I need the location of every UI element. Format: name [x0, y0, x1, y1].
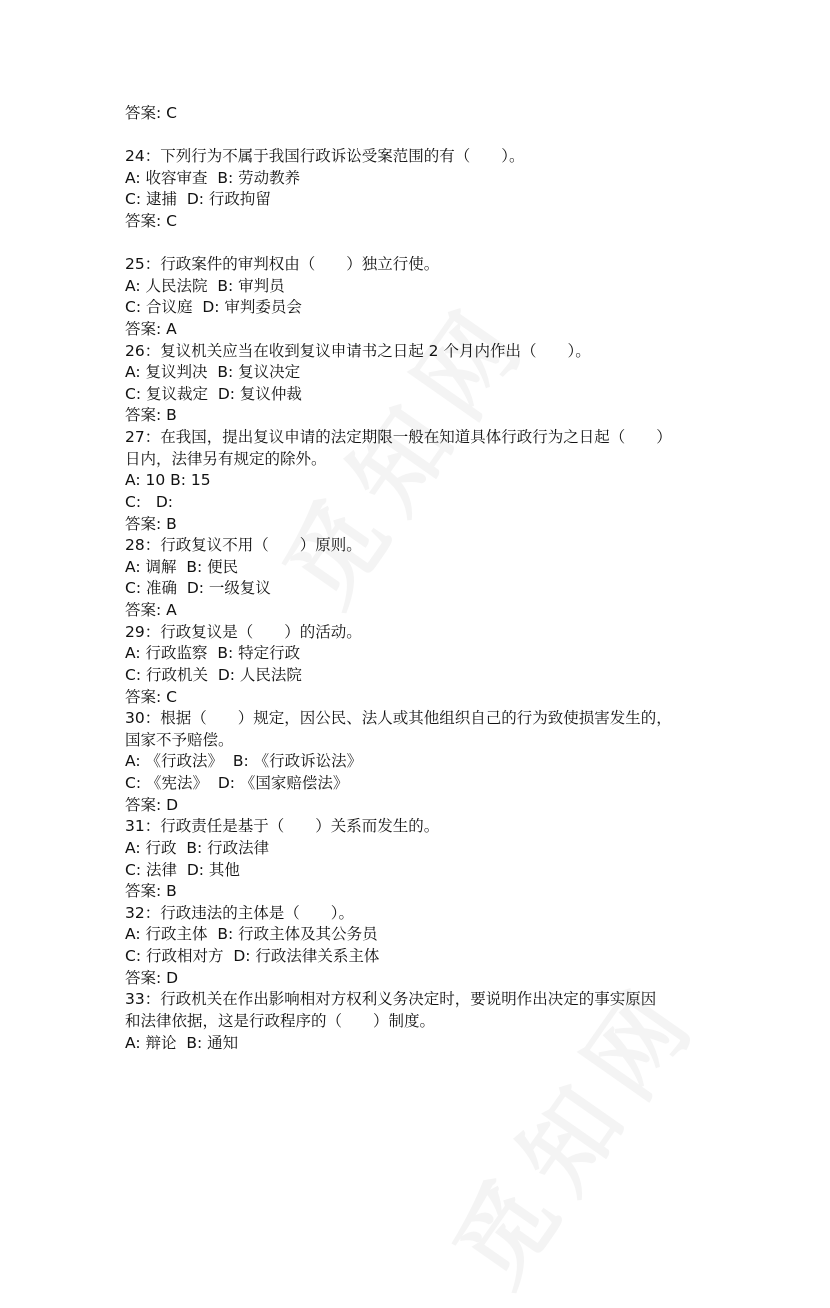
answer-line: 答案: B: [125, 882, 177, 900]
question-33: 33：行政机关在作出影响相对方权利义务决定时，要说明作出决定的事实原因: [125, 990, 657, 1008]
answer-line: 答案: C: [125, 212, 177, 230]
question-30-cont: 国家不予赔偿。: [125, 731, 234, 749]
question-31: 31：行政责任是基于（ ）关系而发生的。: [125, 817, 440, 835]
options-line: A: 辩论 B: 通知: [125, 1034, 239, 1052]
options-line: C: 复议裁定 D: 复议仲裁: [125, 385, 302, 403]
options-line: A: 行政监察 B: 特定行政: [125, 644, 301, 662]
options-line: A: 行政主体 B: 行政主体及其公务员: [125, 925, 378, 943]
question-24: 24：下列行为不属于我国行政诉讼受案范围的有（ ）。: [125, 147, 525, 165]
options-line: C: 准确 D: 一级复议: [125, 579, 271, 597]
answer-line: 答案: D: [125, 796, 179, 814]
answer-line: 答案: A: [125, 601, 177, 619]
question-30: 30：根据（ ）规定，因公民、法人或其他组织自己的行为致使损害发生的，: [125, 709, 672, 727]
options-line: A: 人民法院 B: 审判员: [125, 277, 285, 295]
question-27: 27：在我国，提出复议申请的法定期限一般在知道具体行政行为之日起（ ）: [125, 428, 672, 446]
answer-line: 答案: D: [125, 969, 179, 987]
options-line: C: D:: [125, 493, 173, 511]
answer-line: 答案: B: [125, 515, 177, 533]
options-line: A: 《行政法》 B: 《行政诉讼法》: [125, 752, 363, 770]
question-29: 29：行政复议是（ ）的活动。: [125, 623, 362, 641]
answer-line: 答案: B: [125, 406, 177, 424]
options-line: A: 10 B: 15: [125, 471, 211, 489]
options-line: C: 逮捕 D: 行政拘留: [125, 190, 271, 208]
question-32: 32：行政违法的主体是（ ）。: [125, 904, 354, 922]
question-33-cont: 和法律依据，这是行政程序的（ ）制度。: [125, 1012, 436, 1030]
question-27-cont: 日内，法律另有规定的除外。: [125, 450, 327, 468]
options-line: C: 《宪法》 D: 《国家赔偿法》: [125, 774, 349, 792]
answer-line: 答案: C: [125, 688, 177, 706]
options-line: A: 复议判决 B: 复议决定: [125, 363, 301, 381]
options-line: A: 收容审查 B: 劳动教养: [125, 169, 301, 187]
options-line: C: 法律 D: 其他: [125, 861, 240, 879]
options-line: C: 行政相对方 D: 行政法律关系主体: [125, 947, 380, 965]
options-line: A: 调解 B: 便民: [125, 558, 239, 576]
question-28: 28：行政复议不用（ ）原则。: [125, 536, 362, 554]
options-line: C: 合议庭 D: 审判委员会: [125, 298, 302, 316]
answer-line: 答案: C: [125, 104, 177, 122]
question-25: 25：行政案件的审判权由（ ）独立行使。: [125, 255, 440, 273]
question-26: 26：复议机关应当在收到复议申请书之日起 2 个月内作出（ ）。: [125, 342, 591, 360]
answer-line: 答案: A: [125, 320, 177, 338]
options-line: C: 行政机关 D: 人民法院: [125, 666, 302, 684]
options-line: A: 行政 B: 行政法律: [125, 839, 270, 857]
